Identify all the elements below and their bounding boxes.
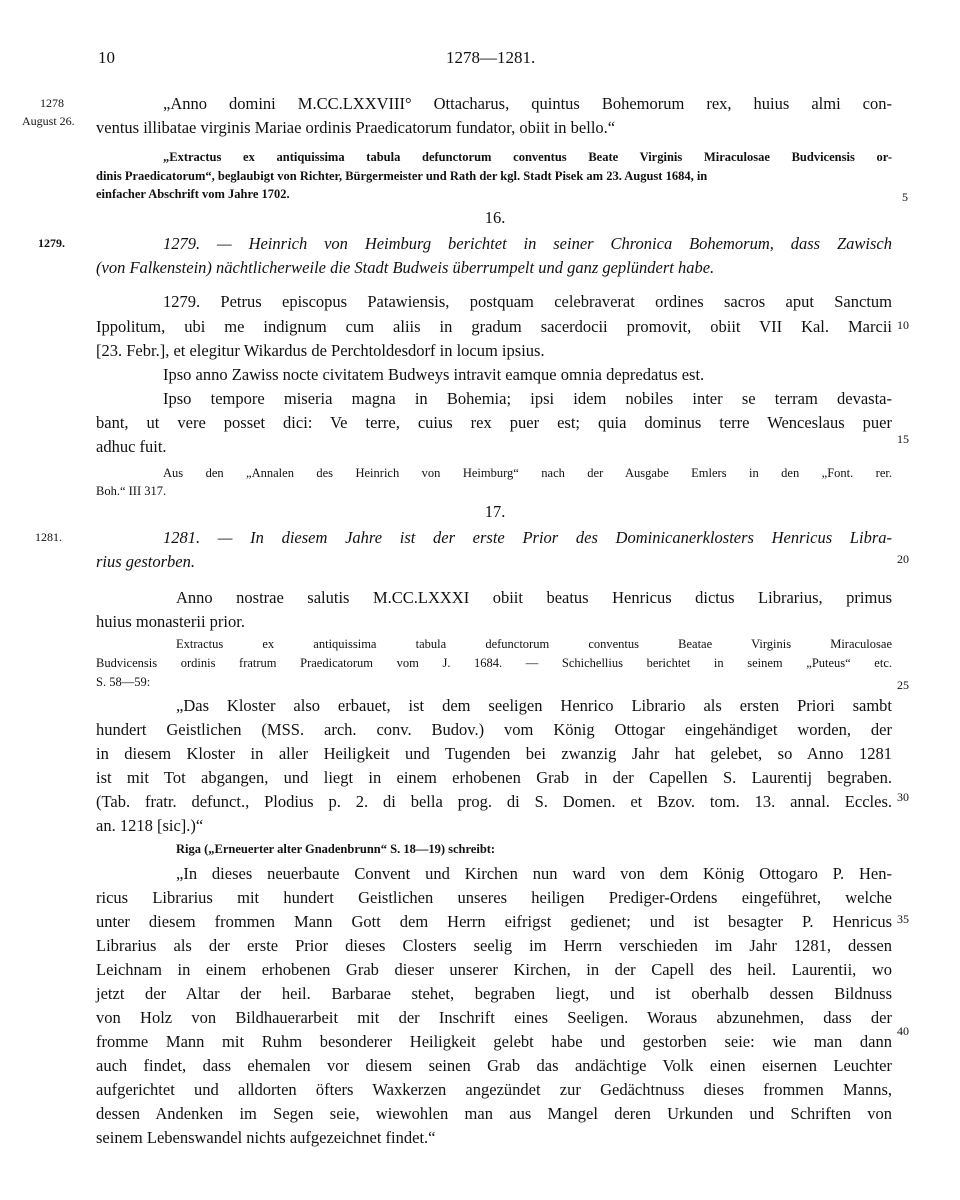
entry16-source-1: Aus den „Annalen des Heinrich von Heimburg“ nach der Ausgabe Emlers in den „Font. rer. [163, 466, 892, 480]
entry17-quote2-line-1: „In dieses neuerbaute Convent und Kirchen nun ward von dem König Ottogaro P. Hen- [176, 864, 892, 883]
entry17-quote2-line-3: unter diesem frommen Mann Gott dem Herrn eifrigst gedienet; und ist besagter P. Henricus [96, 912, 892, 931]
entry17-quote2-line-2: ricus Librarius mit hundert Geistlichen unseres heiligen Prediger-Ordens eingeführet, welche [96, 888, 892, 907]
entry17-text-1: Anno nostrae salutis M.CC.LXXXI obiit beatus Henricus dictus Librarius, primus [176, 588, 892, 607]
page-number: 10 [98, 48, 115, 67]
entry16-text-5: Ipso tempore miseria magna in Bohemia; ipsi idem nobiles inter se terram devasta- [163, 389, 892, 408]
margin-date-1281: 1281. [35, 530, 62, 544]
entry17-quote2-line-10: aufgerichtet und alldorten öfters Waxkerzen angezündet zur Gedächtnuss dieses frommen Manns, [96, 1080, 892, 1099]
entry17-quote2-line-5: Leichnam in einem erhobenen Grab dieser unserer Kirchen, in der Capell des heil. Laurentii, wo [96, 960, 892, 979]
entry17-quote1-line-5: (Tab. fratr. defunct., Plodius p. 2. di bella prog. di S. Domen. et Bzov. tom. 13. annal. Eccles. [96, 792, 892, 811]
entry15-line-1: „Anno domini M.CC.LXXVIII° Ottacharus, quintus Bohemorum rex, huius almi con- [163, 94, 892, 113]
entry17-source-3: S. 58—59: [96, 675, 151, 689]
running-title: 1278—1281. [446, 48, 536, 67]
entry16-source-2: Boh.“ III 317. [96, 484, 167, 498]
entry16-number: 16. [484, 208, 506, 227]
entry17-quote2-line-6: jetzt der Altar der heil. Barbarae stehet, begraben liegt, und ist oberhalb dessen Bildnuss [96, 984, 892, 1003]
entry17-heading-2: rius gestorben. [96, 552, 195, 571]
entry17-quote1-line-4: ist mit Tot abgangen, und liegt in einem erhobenen Grab in der Capellen S. Laurentij begraben. [96, 768, 892, 787]
line-number-20: 20 [897, 552, 909, 566]
line-number-10: 10 [897, 318, 909, 332]
margin-date-august: August 26. [22, 114, 75, 128]
entry16-text-4: Ipso anno Zawiss nocte civitatem Budweys intravit eamque omnia depredatus est. [163, 365, 705, 384]
entry17-source-2: Budvicensis ordinis fratrum Praedicatorum vom J. 1684. — Schichellius berichtet in seinem „Puteus“ etc. [96, 656, 892, 670]
entry17-riga-line: Riga („Erneuerter alter Gnadenbrunn“ S. 18—19) schreibt: [176, 842, 496, 856]
entry15-line-2: ventus illibatae virginis Mariae ordinis Praedicatorum fundator, obiit in bello.“ [96, 118, 616, 137]
entry17-quote2-line-8: fromme Mann mit Ruhm besonderer Heiligkeit gelebt habe und gestorben seie: wie man dann [96, 1032, 892, 1051]
entry17-quote2-line-4: Librarius als der erste Prior dieses Closters seelig im Herrn verschieden im Jahr 1281, dessen [96, 936, 892, 955]
entry17-quote1-line-1: „Das Kloster also erbauet, ist dem seeligen Henrico Librario als ersten Priori sambt [176, 696, 892, 715]
entry17-quote1-line-6: an. 1218 [sic].)“ [96, 816, 204, 835]
entry16-heading-1: 1279. — Heinrich von Heimburg berichtet in seiner Chronica Bohemorum, dass Zawisch [163, 234, 892, 253]
margin-date-1278: 1278 [40, 96, 64, 110]
entry17-quote2-line-12: seinem Lebenswandel nichts aufgezeichnet findet.“ [96, 1128, 436, 1147]
entry17-quote2-line-11: dessen Andenken im Segen seie, wiewohlen man aus Mangel deren Urkunden und Schriften von [96, 1104, 892, 1123]
entry15-source-2: dinis Praedicatorum“, beglaubigt von Richter, Bürgermeister und Rath der kgl. Stadt Pisek am 23. August 1684, in [96, 169, 708, 183]
line-number-30: 30 [897, 790, 909, 804]
entry16-heading-2: (von Falkenstein) nächtlicherweile die Stadt Budweis überrumpelt und ganz geplündert habe. [96, 258, 715, 277]
entry17-source-1: Extractus ex antiquissima tabula defunctorum conventus Beatae Virginis Miraculosae [176, 637, 892, 651]
entry17-quote1-line-2: hundert Geistlichen (MSS. arch. conv. Budov.) vom König Ottogar eingehändiget worden, der [96, 720, 892, 739]
entry16-text-6: bant, ut vere posset dici: Ve terre, cuius rex puer est; quia dominus terre Wenceslaus puer [96, 413, 892, 432]
line-number-40: 40 [897, 1024, 909, 1038]
entry15-source-3: einfacher Abschrift vom Jahre 1702. [96, 187, 290, 201]
entry16-text-2: Ippolitum, ubi me indignum cum aliis in gradum sacerdocii promovit, obiit VII Kal. Marcii [96, 317, 892, 336]
entry17-quote2-line-9: auch findet, dass ehemalen vor diesem seinen Grab das andächtige Volk einen eisernen Leuchter [96, 1056, 892, 1075]
entry17-quote2-line-7: von Holz von Bildhauerarbeit mit der Inschrift eines Seeligen. Woraus abzunehmen, dass der [96, 1008, 892, 1027]
entry17-heading-1: 1281. — In diesem Jahre ist der erste Prior des Dominicanerklosters Henricus Libra- [163, 528, 892, 547]
entry16-text-3: [23. Febr.], et elegitur Wikardus de Perchtoldesdorf in locum ipsius. [96, 341, 545, 360]
line-number-15: 15 [897, 432, 909, 446]
margin-date-1279: 1279. [38, 236, 65, 250]
entry15-source-1: „Extractus ex antiquissima tabula defunctorum conventus Beate Virginis Miraculosae Budvicensis or- [163, 150, 892, 164]
line-number-25: 25 [897, 678, 909, 692]
line-number-35: 35 [897, 912, 909, 926]
line-number-5: 5 [902, 190, 908, 204]
entry16-text-7: adhuc fuit. [96, 437, 167, 456]
entry17-text-2: huius monasterii prior. [96, 612, 245, 631]
entry17-number: 17. [484, 502, 506, 521]
entry16-text-1: 1279. Petrus episcopus Patawiensis, postquam celebraverat ordines sacros aput Sanctum [163, 292, 892, 311]
entry17-quote1-line-3: in diesem Kloster in aller Heiligkeit und Tugenden bei zwanzig Jahr hat gelebet, so Anno 1281 [96, 744, 892, 763]
